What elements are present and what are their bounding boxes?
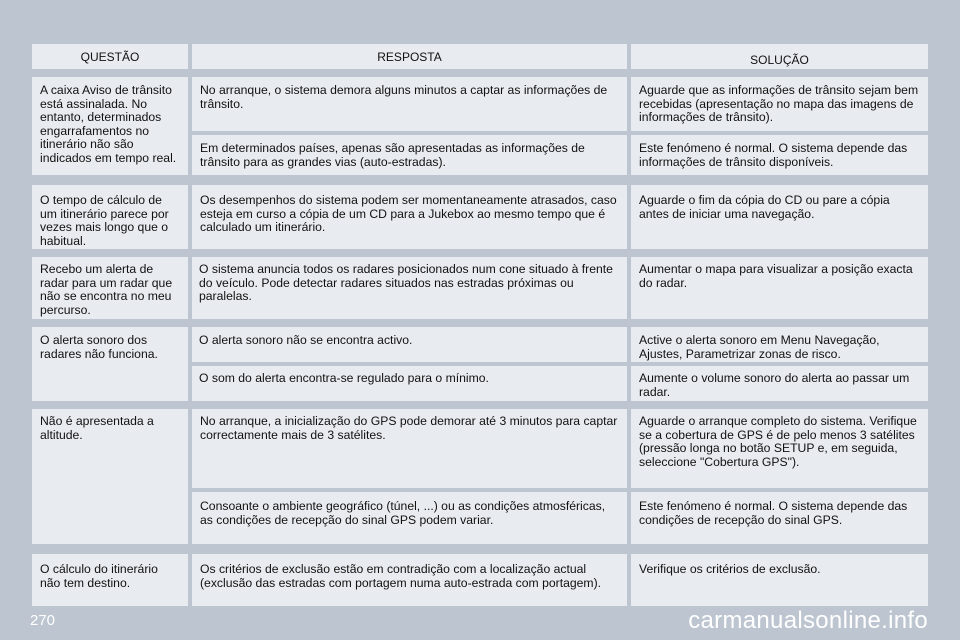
question-cell: O alerta sonoro dos radares não funciona. [32, 327, 188, 401]
solution-cell: Aguarde o fim da cópia do CD ou pare a cópia antes de iniciar uma navegação. [631, 185, 928, 249]
answer-cell: No arranque, o sistema demora alguns minutos a captar as informações de trânsito. [192, 77, 627, 131]
watermark-text: carmanualsonline.info [688, 607, 928, 634]
solution-cell: Aumentar o mapa para visualizar a posição exacta do radar. [631, 257, 928, 319]
answer-cell: Os critérios de exclusão estão em contradição com a localização actual (exclusão das estradas com portagem numa auto-estrada com portagem). [192, 554, 627, 606]
solution-cell: Verifique os critérios de exclusão. [631, 554, 928, 606]
question-cell: O cálculo do itinerário não tem destino. [32, 554, 188, 606]
header-answer: RESPOSTA [192, 44, 627, 69]
solution-cell: Active o alerta sonoro em Menu Navegação, Ajustes, Parametrizar zonas de risco. [631, 327, 928, 362]
header-question: QUESTÃO [32, 44, 188, 69]
answer-cell: Os desempenhos do sistema podem ser momentaneamente atrasados, caso esteja em curso a cópia de um CD para a Jukebox ao mesmo tempo que é calculado um itinerário. [192, 185, 627, 249]
question-cell: Recebo um alerta de radar para um radar que não se encontra no meu percurso. [32, 257, 188, 319]
question-cell: O tempo de cálculo de um itinerário parece por vezes mais longo que o habitual. [32, 185, 188, 249]
page-number: 270 [30, 612, 56, 629]
answer-cell: O sistema anuncia todos os radares posicionados num cone situado à frente do veículo. Pode detectar radares situados nas estradas próximas ou paralelas. [192, 257, 627, 319]
solution-cell: Este fenómeno é normal. O sistema depende das condições de recepção do sinal GPS. [631, 492, 928, 544]
question-cell: Não é apresentada a altitude. [32, 409, 188, 544]
solution-cell: Aguarde o arranque completo do sistema. Verifique se a cobertura de GPS é de pelo menos 3 satélites (pressão longa no botão SETUP e, em seguida, seleccione "Cobertura GPS"). [631, 409, 928, 488]
header-solution: SOLUÇÃO [631, 44, 928, 69]
answer-cell: O alerta sonoro não se encontra activo. [192, 327, 627, 362]
answer-cell: No arranque, a inicialização do GPS pode demorar até 3 minutos para captar correctamente mais de 3 satélites. [192, 409, 627, 488]
answer-cell: Em determinados países, apenas são apresentadas as informações de trânsito para as grandes vias (auto-estradas). [192, 135, 627, 175]
solution-cell: Aumente o volume sonoro do alerta ao passar um radar. [631, 366, 928, 401]
solution-cell: Este fenómeno é normal. O sistema depende das informações de trânsito disponíveis. [631, 135, 928, 175]
solution-cell: Aguarde que as informações de trânsito sejam bem recebidas (apresentação no mapa das imagens de informações de trânsito). [631, 77, 928, 131]
answer-cell: O som do alerta encontra-se regulado para o mínimo. [192, 366, 627, 401]
question-cell: A caixa Aviso de trânsito está assinalada. No entanto, determinados engarrafamentos no itinerário não são indicados em tempo real. [32, 77, 188, 175]
answer-cell: Consoante o ambiente geográfico (túnel, ...) ou as condições atmosféricas, as condições de recepção do sinal GPS podem variar. [192, 492, 627, 544]
